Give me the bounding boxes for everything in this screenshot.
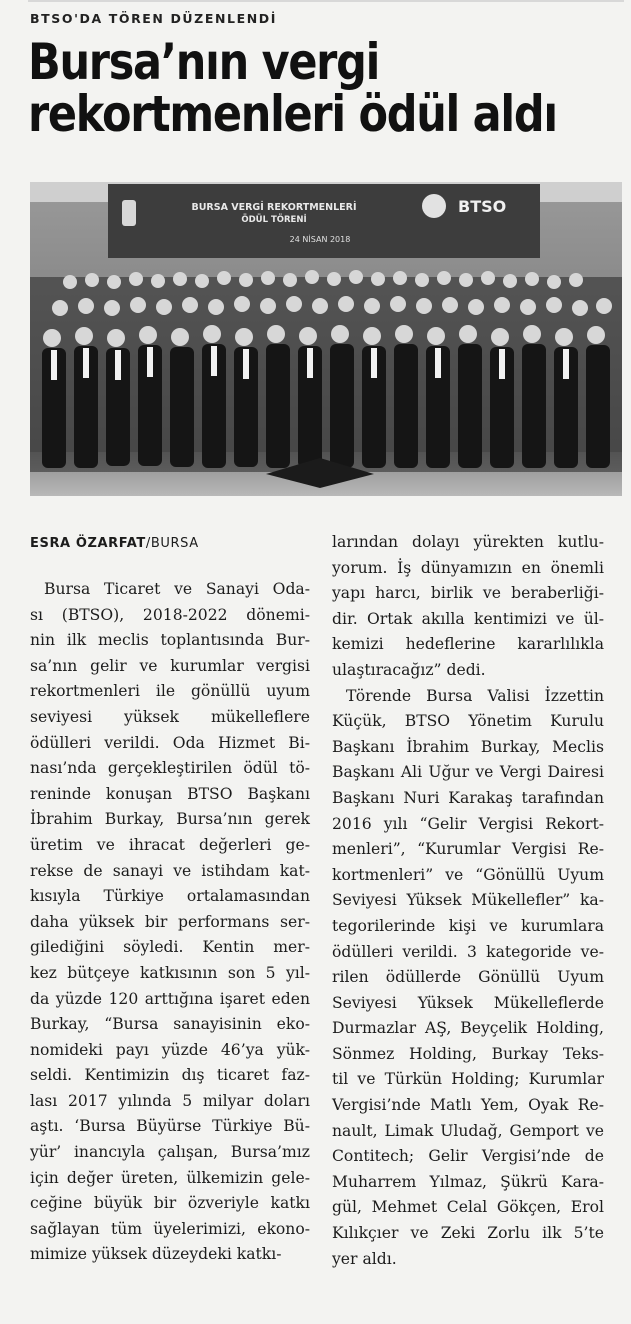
article-line: ödülleri verildi. Oda Hizmet Bi- bbox=[30, 733, 310, 752]
article-line: aştı. ‘Bursa Büyürse Türkiye Bü- bbox=[30, 1117, 310, 1136]
article-line: Vergisi’nde Matlı Yem, Oyak Re- bbox=[332, 1096, 604, 1115]
article-line: için değer üreten, ülkemizin gele- bbox=[30, 1168, 310, 1187]
banner-logo-text: BTSO bbox=[458, 197, 507, 216]
banner-date: 24 NİSAN 2018 bbox=[289, 235, 351, 244]
article-line: ceğine büyük bir özveriyle katkı bbox=[30, 1194, 310, 1213]
article-line: nomideki payı yüzde 46’ya yük- bbox=[30, 1040, 310, 1059]
article-line: kez bütçeye katkısının son 5 yıl- bbox=[30, 963, 310, 982]
article-line: til ve Türkün Holding; Kurumlar bbox=[332, 1070, 604, 1089]
article-line: Bursa Ticaret ve Sanayi Oda- bbox=[44, 580, 310, 598]
article-line: sağlayan tüm üyelerimizi, ekono- bbox=[30, 1219, 310, 1238]
article-line: Başkanı Ali Uğur ve Vergi Dairesi bbox=[332, 763, 604, 782]
article-line: sı (BTSO), 2018-2022 dönemi- bbox=[30, 605, 310, 624]
article-line: Seviyesi Yüksek Mükellefler” ka- bbox=[332, 891, 604, 910]
article-line: nault, Limak Uludağ, Gemport ve bbox=[332, 1121, 604, 1140]
article-column-2 bbox=[332, 530, 604, 1272]
article-line: üretim ve ihracat değerleri ge- bbox=[30, 835, 310, 854]
article-line: İbrahim Burkay, Bursa’nın gerek bbox=[30, 810, 310, 829]
banner-title-2: ÖDÜL TÖRENİ bbox=[241, 215, 307, 225]
article-headline bbox=[28, 33, 557, 143]
article-line: tegorilerinde kişi ve kurumlara bbox=[332, 916, 604, 935]
article-line: seldi. Kentimizin dış ticaret faz- bbox=[30, 1066, 310, 1085]
article-line: rilen ödüllerde Gönüllü Uyum bbox=[332, 968, 604, 987]
article-line: yapı harcı, birlik ve beraberliği- bbox=[332, 584, 604, 603]
article-line: lası 2017 yılında 5 milyar doları bbox=[30, 1091, 310, 1110]
byline-author: ESRA ÖZARFAT bbox=[30, 536, 146, 551]
article-line: mimize yüksek düzeydeki katkı- bbox=[30, 1245, 282, 1264]
article-line: Seviyesi Yüksek Mükelleflerde bbox=[332, 993, 604, 1012]
btso-logo-icon bbox=[422, 194, 446, 218]
article-line: gül, Mehmet Celal Gökçen, Erol bbox=[332, 1198, 604, 1217]
article-line: rekortmenleri ile gönüllü uyum bbox=[30, 682, 310, 701]
article-line: yorum. İş dünyamızın en önemli bbox=[332, 558, 604, 577]
article-line: yür’ inancıyla çalışan, Bursa’mız bbox=[30, 1143, 310, 1162]
article-line: Sönmez Holding, Burkay Teks- bbox=[332, 1044, 604, 1063]
stage-banner bbox=[108, 184, 540, 258]
article-line: larından dolayı yürekten kutlu- bbox=[332, 533, 604, 551]
article-line: menleri”, “Kurumlar Vergisi Re- bbox=[332, 840, 604, 859]
headline-line-2: rekortmenleri ödül aldı bbox=[28, 85, 557, 143]
article-line: kısıyla Türkiye ortalamasından bbox=[30, 887, 310, 906]
article-line: da yüzde 120 arttığına işaret eden bbox=[30, 989, 310, 1008]
ceremony-photo-illustration bbox=[30, 182, 622, 496]
article-line: Küçük, BTSO Yönetim Kurulu bbox=[332, 712, 604, 731]
article-line: ulaştıracağız” dedi. bbox=[332, 660, 486, 679]
article-line: Törende Bursa Valisi İzzettin bbox=[346, 686, 604, 705]
article-line: sa’nın gelir ve kurumlar vergisi bbox=[30, 656, 310, 675]
article-line: kemizi hedeflerine kararlılıkla bbox=[332, 635, 604, 654]
article-line: Başkanı İbrahim Burkay, Meclis bbox=[332, 737, 604, 756]
article-line: Burkay, “Bursa sanayisinin eko- bbox=[30, 1015, 310, 1034]
article-line: daha yüksek bir performans ser- bbox=[30, 912, 310, 931]
article-byline bbox=[30, 536, 199, 551]
article-line: dir. Ortak akılla kentimizi ve ül- bbox=[332, 609, 604, 628]
article-line: nası’nda gerçekleştirilen ödül tö- bbox=[30, 759, 310, 778]
article-column-1 bbox=[30, 577, 310, 1268]
article-line: rekse de sanayi ve istihdam kat- bbox=[30, 861, 310, 880]
headline-line-1: Bursa’nın vergi bbox=[28, 33, 380, 91]
article-line: 2016 yılı “Gelir Vergisi Rekort- bbox=[332, 814, 604, 833]
article-line: Contitech; Gelir Vergisi’nde de bbox=[332, 1147, 604, 1166]
ceremony-photo bbox=[30, 182, 622, 496]
article-line: kortmenleri” ve “Gönüllü Uyum bbox=[332, 865, 604, 884]
article-line: yer aldı. bbox=[332, 1249, 397, 1268]
top-rule bbox=[28, 0, 624, 2]
article-line: ödülleri verildi. 3 kategoride ve- bbox=[332, 942, 604, 961]
article-line: Başkanı Nuri Karakaş tarafından bbox=[332, 788, 604, 807]
article-line: Muharrem Yılmaz, Şükrü Kara- bbox=[332, 1172, 604, 1191]
article-line: gilediğini söyledi. Kentin mer- bbox=[30, 938, 310, 957]
article-line: Durmazlar AŞ, Beyçelik Holding, bbox=[332, 1019, 604, 1038]
article-line: Kılıkçıer ve Zeki Zorlu ilk 5’te bbox=[332, 1224, 604, 1243]
article-line: reninde konuşan BTSO Başkanı bbox=[30, 784, 310, 803]
article-line: nin ilk meclis toplantısında Bur- bbox=[30, 631, 310, 650]
article-kicker: BTSO'DA TÖREN DÜZENLENDİ bbox=[30, 11, 278, 26]
byline-city: /BURSA bbox=[145, 536, 199, 551]
article-line: seviyesi yüksek mükelleflere bbox=[30, 707, 310, 726]
banner-title-1: BURSA VERGİ REKORTMENLERİ bbox=[191, 202, 357, 213]
